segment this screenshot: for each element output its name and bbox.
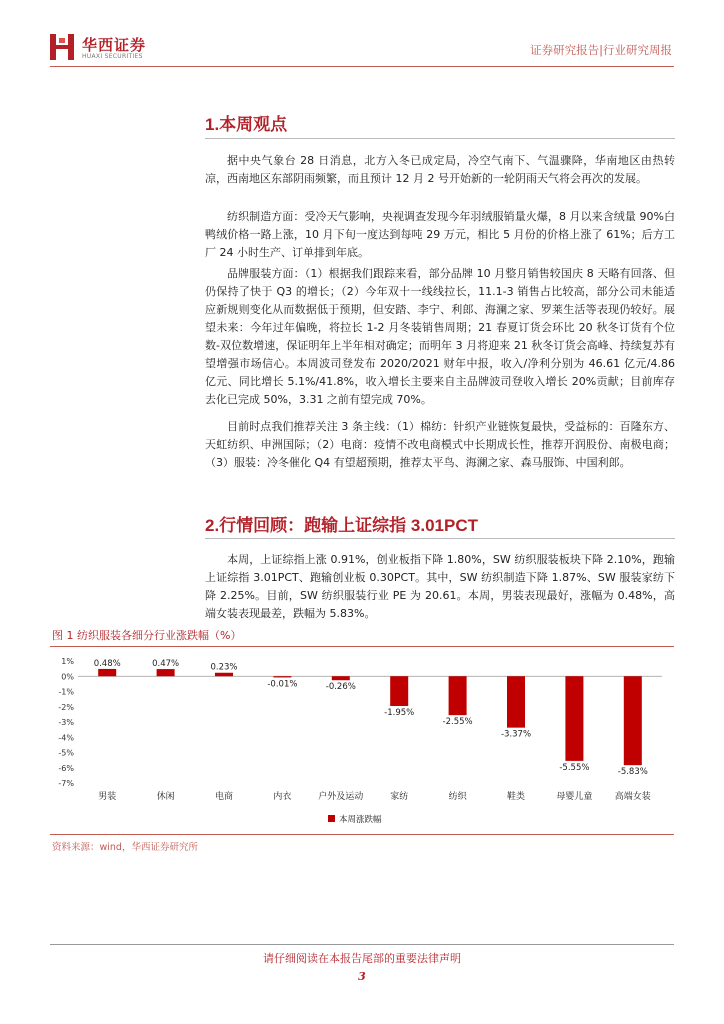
bar-户外及运动 [332, 676, 350, 680]
logo-text: 华西证券 [82, 36, 147, 54]
data-label: 0.47% [152, 659, 180, 670]
page-header [0, 0, 724, 78]
data-label: -3.37% [500, 729, 532, 740]
bar-男装 [98, 669, 116, 676]
y-tick-label: 1% [61, 657, 74, 666]
bar-鞋类 [507, 676, 525, 727]
data-label: -5.83% [617, 767, 648, 778]
figure-source: 资料来源：wind，华西证券研究所 [52, 842, 198, 853]
page-number: 3 [358, 970, 366, 983]
data-label: 0.48% [93, 658, 121, 669]
logo-subtext: HUAXI SECURITIES [82, 53, 143, 60]
section-title-weekly-view: 1.本周观点 [205, 115, 288, 134]
paragraph-weather: 据中央气象台 28 日消息，北方入冬已成定局，冷空气南下、气温骤降，华南地区由热转凉，西南地区东部阴雨频繁，而且预计 12 月 2 号开始新的一轮阴雨天气将会再次的发展。 [205, 154, 675, 185]
y-tick-label: -4% [58, 733, 74, 743]
huaxi-logo-icon [50, 34, 74, 60]
bar-家纺 [390, 676, 408, 706]
y-tick-label: -2% [58, 702, 74, 712]
paragraph-textile-manufacturing: 纺织制造方面：受冷天气影响，央视调查发现今年羽绒服销量火爆，8 月以来含绒量 90%白鸭绒价格一路上涨，10 月下旬一度达到每吨 29 万元，相比 5 月份的价格上涨了 61%；后方工厂 24 小时生产、订单排到年底。 [205, 210, 675, 259]
y-tick-label: -7% [58, 779, 74, 788]
category-label: 家纺 [390, 792, 409, 802]
category-label: 男装 [98, 792, 117, 802]
figure-title: 图 1 纺织服装各细分行业涨跌幅（%） [52, 629, 242, 642]
category-label: 户外及运动 [318, 792, 364, 802]
header-divider [50, 66, 674, 67]
category-label: 内衣 [273, 792, 292, 802]
y-tick-label: -6% [58, 763, 74, 773]
y-tick-label: -1% [58, 687, 74, 697]
section-divider [205, 538, 675, 539]
report-type: 证券研究报告|行业研究周报 [530, 43, 672, 57]
bar-母婴儿童 [565, 676, 583, 761]
bar-电商 [215, 673, 233, 677]
data-label: -1.95% [384, 707, 415, 718]
category-label: 电商 [214, 792, 234, 802]
data-label: -5.55% [559, 762, 590, 773]
paragraph-market-review: 本周，上证综指上涨 0.91%，创业板指下降 1.80%，SW 纺织服装板块下降 2.10%，跑输上证综指 3.01PCT、跑输创业板 0.30PCT。其中，SW 纺织制造下降 1.87%、SW 服装家纺下降 2.25%。目前，SW 纺织服装行业 PE 为 20.61。本周，男装表现最好，涨幅为 0.48%，高端女装表现最差，跌幅为 5.83%。 [205, 553, 675, 620]
y-tick-label: -3% [58, 718, 74, 727]
section-title-market-review: 2.行情回顾：跑输上证综指 3.01PCT [205, 516, 478, 535]
y-tick-label: -5% [58, 748, 74, 758]
paragraph-brand-apparel: 品牌服装方面：（1）根据我们跟踪来看，部分品牌 10 月整月销售较国庆 8 天略有回落、但仍保持了快于 Q3 的增长；（2）今年双十一线线拉长，11.1-3 销售占比较高，部分公司未能适应新规则变化从而数据低于预期，但安踏、李宁、利郎、海澜之家、罗莱生活等表现仍较好。展望未来：今年过年偏晚，将拉长 1-2 月冬装销售周期；21 春夏订货会环比 20 秋冬订货有个位数-双位数增速，保证明年上半年相对确定；而明年 3 月将迎来 21 秋冬订货会高峰、持续复苏有望增强市场信心。本周波司登发布 2020/2021 财年中报，收入/净利分别为 46.61 亿元/4.86 亿元、同比增长 5.1%/41.8%，收入增长主要来自主品牌波司登收入增长 20%贡献；目前库存去化已完成 50%，3.31 之前有望完成 70%。 [205, 267, 675, 406]
category-label: 纺织 [448, 792, 467, 802]
data-label: -0.26% [325, 682, 356, 693]
paragraph-recommendations: 目前时点我们推荐关注 3 条主线：（1）棉纺：针织产业链恢复最快，受益标的：百隆东方、天虹纺织、申洲国际；（2）电商：疫情不改电商模式中长期成长性，推荐开润股份、南极电商；（3）服装：冷冬催化 Q4 有望超预期，推荐太平鸟、海澜之家、森马服饰、中国利郎。 [205, 420, 675, 469]
category-label: 高端女装 [614, 792, 651, 802]
legend-label: 本周涨跌幅 [339, 815, 382, 825]
category-label: 休闲 [156, 792, 175, 802]
section-divider [205, 138, 675, 139]
data-label: -0.01% [267, 679, 298, 690]
bar-chart [50, 647, 674, 835]
data-label: 0.23% [210, 662, 238, 673]
bar-休闲 [157, 669, 175, 676]
category-label: 母婴儿童 [556, 792, 593, 802]
bar-内衣 [273, 676, 291, 677]
footer-divider [50, 944, 674, 945]
data-label: -2.55% [442, 717, 473, 728]
bar-纺织 [449, 676, 467, 715]
bar-高端女装 [624, 676, 642, 765]
y-tick-label: 0% [61, 672, 74, 682]
footer-disclaimer: 请仔细阅读在本报告尾部的重要法律声明 [263, 952, 461, 965]
legend-swatch [328, 815, 335, 822]
category-label: 鞋类 [506, 792, 526, 802]
